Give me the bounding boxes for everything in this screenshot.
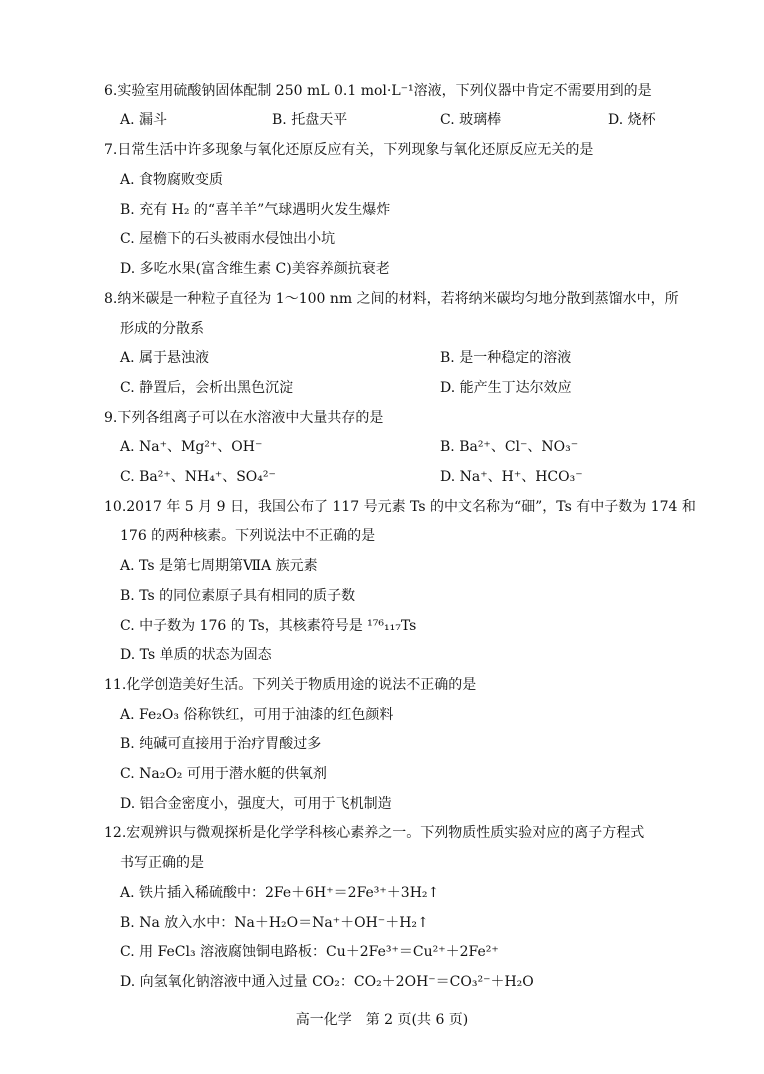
q9-option-b: B. Ba²⁺、Cl⁻、NO₃⁻ bbox=[440, 439, 579, 455]
q9-option-c: C. Ba²⁺、NH₄⁺、SO₄²⁻ bbox=[120, 469, 276, 485]
question-12-stem: 12.宏观辨识与微观探析是化学学科核心素养之一。下列物质性质实验对应的离子方程式 bbox=[104, 825, 645, 841]
question-12-stem-cont: 书写正确的是 bbox=[120, 855, 204, 871]
q10-option-a: A. Ts 是第七周期第ⅦA 族元素 bbox=[120, 558, 318, 574]
q8-option-d: D. 能产生丁达尔效应 bbox=[440, 380, 572, 396]
q11-option-a: A. Fe₂O₃ 俗称铁红，可用于油漆的红色颜料 bbox=[120, 707, 394, 723]
q12-option-a: A. 铁片插入稀硫酸中：2Fe＋6H⁺＝2Fe³⁺＋3H₂↑ bbox=[120, 885, 440, 901]
q6-option-a: A. 漏斗 bbox=[120, 112, 168, 128]
q9-option-d: D. Na⁺、H⁺、HCO₃⁻ bbox=[440, 469, 583, 485]
q8-option-a: A. 属于悬浊液 bbox=[120, 350, 210, 366]
q9-option-a: A. Na⁺、Mg²⁺、OH⁻ bbox=[120, 439, 263, 455]
q11-option-d: D. 铝合金密度小，强度大，可用于飞机制造 bbox=[120, 796, 392, 812]
question-10-stem-cont: 176 的两种核素。下列说法中不正确的是 bbox=[120, 528, 376, 544]
q12-option-b: B. Na 放入水中：Na＋H₂O＝Na⁺＋OH⁻＋H₂↑ bbox=[120, 915, 429, 931]
question-10-stem: 10.2017 年 5 月 9 日，我国公布了 117 号元素 Ts 的中文名称为“鿬”，Ts 有中子数为 174 和 bbox=[104, 499, 696, 515]
q11-option-c: C. Na₂O₂ 可用于潜水艇的供氧剂 bbox=[120, 766, 327, 782]
question-6-stem: 6.实验室用硫酸钠固体配制 250 mL 0.1 mol·L⁻¹溶液，下列仪器中肯定不需要用到的是 bbox=[104, 83, 652, 99]
question-9-stem: 9.下列各组离子可以在水溶液中大量共存的是 bbox=[104, 410, 384, 426]
q10-option-b: B. Ts 的同位素原子具有相同的质子数 bbox=[120, 588, 356, 604]
q12-option-c: C. 用 FeCl₃ 溶液腐蚀铜电路板：Cu＋2Fe³⁺＝Cu²⁺＋2Fe²⁺ bbox=[120, 944, 499, 960]
q8-option-c: C. 静置后，会析出黑色沉淀 bbox=[120, 380, 294, 396]
q6-option-d: D. 烧杯 bbox=[608, 112, 656, 128]
question-7-stem: 7.日常生活中许多现象与氧化还原反应有关，下列现象与氧化还原反应无关的是 bbox=[104, 142, 594, 158]
q11-option-b: B. 纯碱可直接用于治疗胃酸过多 bbox=[120, 736, 322, 752]
q6-option-b: B. 托盘天平 bbox=[272, 112, 348, 128]
q6-option-c: C. 玻璃棒 bbox=[440, 112, 502, 128]
q7-option-d: D. 多吃水果(富含维生素 C)美容养颜抗衰老 bbox=[120, 261, 390, 277]
q8-option-b: B. 是一种稳定的溶液 bbox=[440, 350, 572, 366]
q7-option-b: B. 充有 H₂ 的“喜羊羊”气球遇明火发生爆炸 bbox=[120, 202, 391, 218]
q10-option-c: C. 中子数为 176 的 Ts，其核素符号是 ¹⁷⁶₁₁₇Ts bbox=[120, 618, 417, 634]
question-8-stem-cont: 形成的分散系 bbox=[120, 321, 204, 337]
question-8-stem: 8.纳米碳是一种粒子直径为 1～100 nm 之间的材料，若将纳米碳均匀地分散到蒸馏水中，所 bbox=[104, 291, 679, 307]
page-footer: 高一化学 第 2 页(共 6 页) bbox=[295, 1012, 469, 1028]
q10-option-d: D. Ts 单质的状态为固态 bbox=[120, 647, 272, 663]
q12-option-d: D. 向氢氧化钠溶液中通入过量 CO₂：CO₂＋2OH⁻＝CO₃²⁻＋H₂O bbox=[120, 974, 534, 990]
q7-option-a: A. 食物腐败变质 bbox=[120, 172, 224, 188]
question-11-stem: 11.化学创造美好生活。下列关于物质用途的说法不正确的是 bbox=[104, 677, 477, 693]
q7-option-c: C. 屋檐下的石头被雨水侵蚀出小坑 bbox=[120, 231, 336, 247]
